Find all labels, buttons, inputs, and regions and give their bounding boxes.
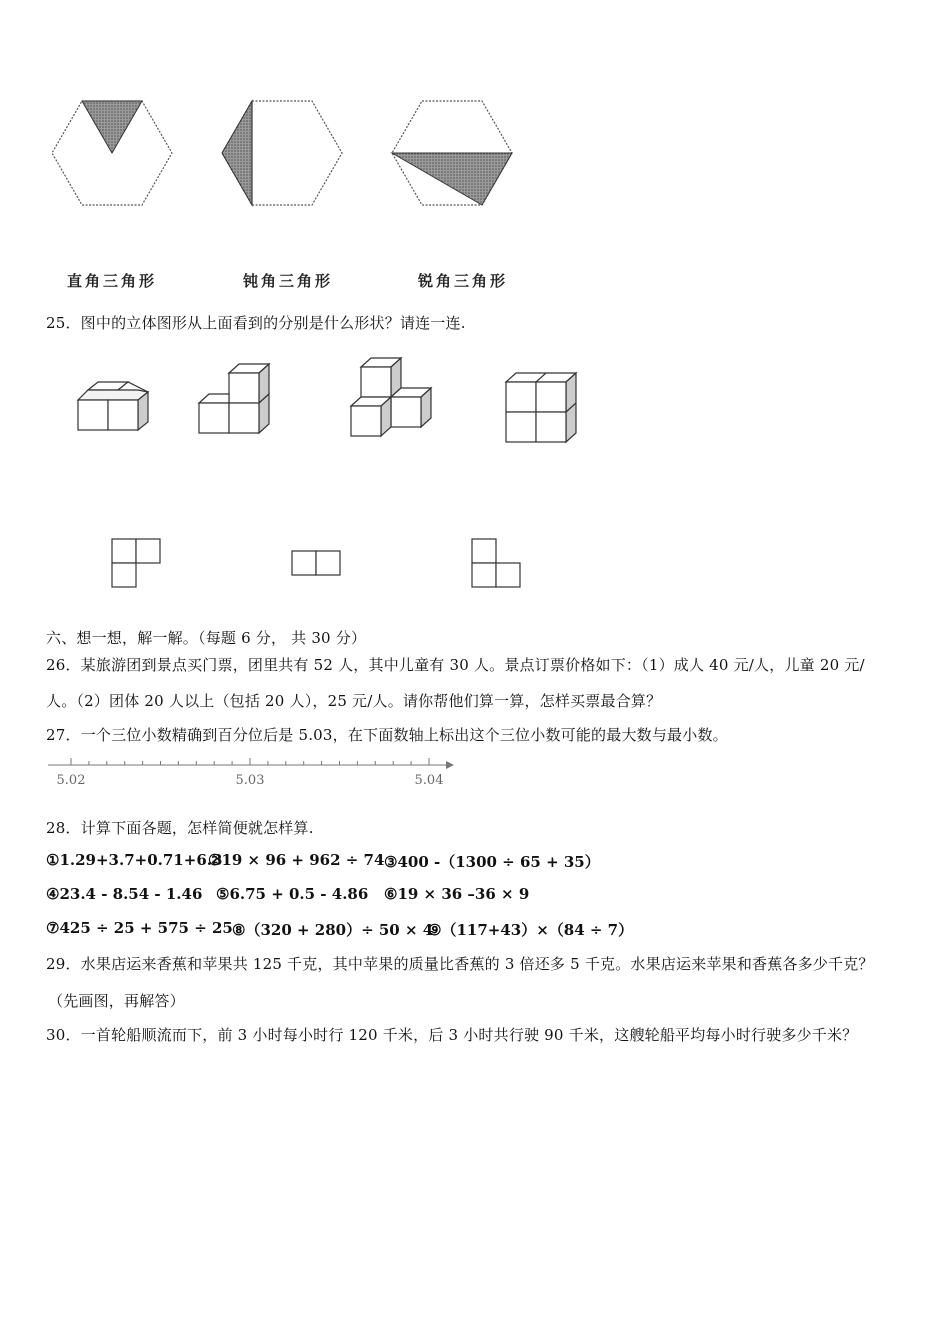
q28-item-1: ①1.29+3.7+0.71+6.3 (46, 851, 223, 869)
cube-figures (0, 340, 950, 460)
hexagon-right-triangle (52, 101, 172, 205)
q26-line2: 人。（2）团体 20 人以上（包括 20 人），25 元/人。请你帮他们算一算，怎样买票最合算？ (46, 692, 662, 710)
q30-text: 30．一首轮船顺流而下，前 3 小时每小时行 120 千米，后 3 小时共行驶 90 千米，这艘轮船平均每小时行驶多少千米？ (46, 1026, 858, 1044)
q28-item-8: ⑧（320 + 280）÷ 50 × 4 (232, 921, 434, 939)
shaded-right-triangle (82, 101, 142, 153)
q28-item-6: ⑥19 × 36 –36 × 9 (384, 885, 530, 903)
q27-text: 27．一个三位小数精确到百分位后是 5.03，在下面数轴上标出这个三位小数可能的最大数与最小数。 (46, 726, 728, 744)
hexagon-acute-triangle (392, 101, 512, 205)
q28-item-7: ⑦425 ÷ 25 + 575 ÷ 25 (46, 919, 233, 937)
number-line (0, 755, 950, 795)
hexagon-figures (0, 0, 950, 300)
shaded-acute-triangle (392, 153, 512, 205)
q29-line1: 29．水果店运来香蕉和苹果共 125 千克，其中苹果的质量比香蕉的 3 倍还多 5 千克。水果店运来苹果和香蕉各多少千克？ (46, 955, 874, 973)
numberline-label-5.02: 5.02 (56, 773, 86, 788)
label-obtuse-triangle: 钝角三角形 (243, 272, 334, 290)
top-view-l-shape-1 (112, 539, 160, 587)
q28-item-9: ⑨（117+43）×（84 ÷ 7） (428, 921, 634, 939)
q29-line2: （先画图，再解答） (48, 992, 185, 1010)
top-view-shapes (0, 530, 950, 600)
q28-item-4: ④23.4 - 8.54 - 1.46 (46, 885, 203, 903)
top-view-two-squares (292, 551, 340, 575)
numberline-label-5.03: 5.03 (235, 773, 265, 788)
q28-title: 28．计算下面各题，怎样简便就怎样算. (46, 819, 314, 837)
section6-title: 六、想一想，解一解。（每题 6 分， 共 30 分） (46, 629, 367, 647)
numberline-label-5.04: 5.04 (414, 773, 444, 788)
q28-item-5: ⑤6.75 + 0.5 - 4.86 (216, 885, 369, 903)
top-view-l-shape-2 (472, 539, 520, 587)
cube-figure-3 (351, 358, 431, 436)
hexagon-obtuse-triangle (222, 101, 342, 205)
cube-figure-2 (199, 364, 269, 433)
q28-item-2: ②19 × 96 + 962 ÷ 74 (208, 851, 385, 869)
label-right-triangle: 直角三角形 (67, 272, 158, 290)
q28-item-3: ③400 -（1300 ÷ 65 + 35） (384, 853, 600, 871)
shaded-obtuse-triangle (222, 101, 252, 205)
q26-line1: 26．某旅游团到景点买门票，团里共有 52 人，其中儿童有 30 人。景点订票价格如下：（1）成人 40 元/人，儿童 20 元/ (46, 656, 865, 674)
cube-figure-4 (506, 373, 576, 442)
cube-figure-1 (78, 382, 148, 430)
label-acute-triangle: 锐角三角形 (418, 272, 509, 290)
q25-text: 25．图中的立体图形从上面看到的分别是什么形状？请连一连. (46, 314, 466, 332)
